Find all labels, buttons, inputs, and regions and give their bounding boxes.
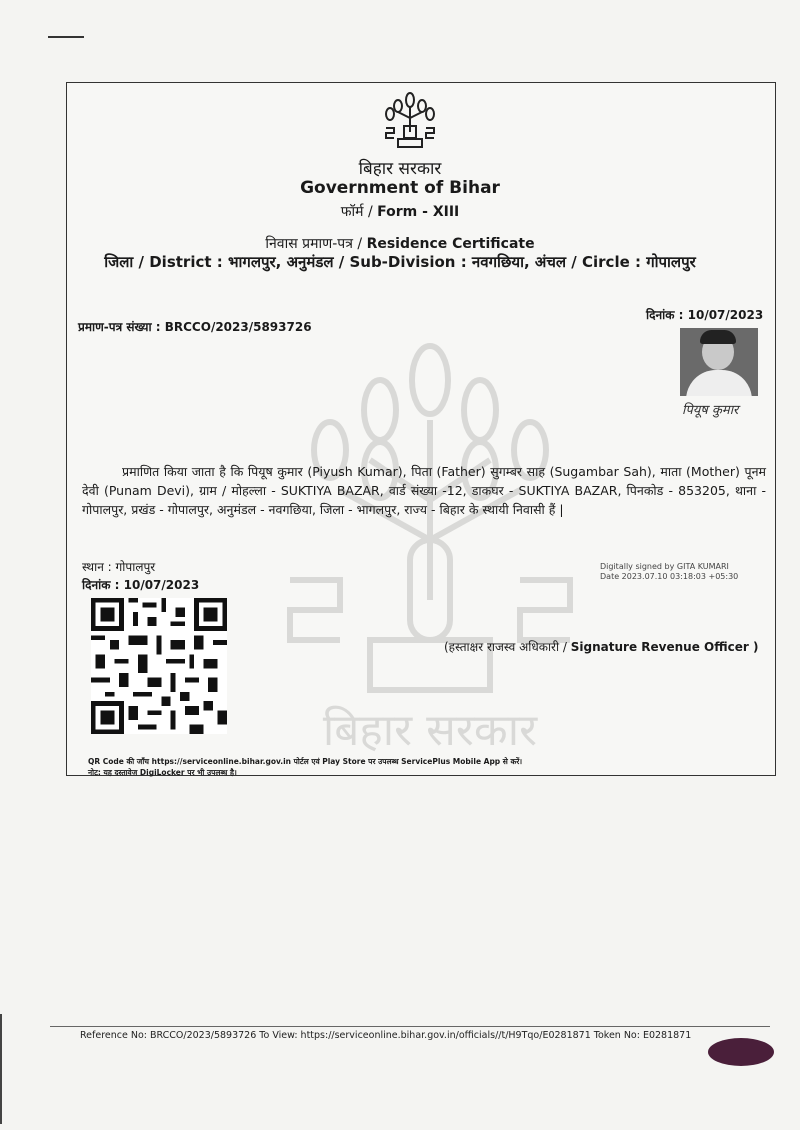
certificate-number: प्रमाण-पत्र संख्या : BRCCO/2023/5893726 bbox=[78, 320, 312, 334]
qr-note-line1: QR Code की जाँच https://serviceonline.bihar.gov.in पोर्टल एवं Play Store पर उपलब्ध ServicePlus Mobile App से करें। bbox=[88, 757, 523, 766]
photo-body bbox=[686, 370, 752, 396]
qr-code-icon[interactable] bbox=[88, 598, 230, 734]
form-label bbox=[0, 202, 800, 221]
qr-verification-note bbox=[88, 756, 522, 778]
certificate-title-hindi: निवास प्रमाण-पत्र / bbox=[265, 236, 363, 252]
qr-note-line2: नोट: यह दस्तावेज DigiLocker पर भी उपलब्ध है। bbox=[88, 768, 237, 777]
revenue-officer-english: Signature Revenue Officer ) bbox=[570, 640, 759, 654]
revenue-officer-signature-label bbox=[444, 638, 758, 655]
certificate-title bbox=[0, 234, 800, 253]
digital-signature-line1: Digitally signed by GITA KUMARI bbox=[600, 562, 729, 571]
issue-date-bottom: दिनांक : 10/07/2023 bbox=[82, 578, 200, 592]
form-label-hindi: फॉर्म / bbox=[340, 204, 373, 220]
reference-line: Reference No: BRCCO/2023/5893726 To View: https://serviceonline.bihar.gov.in/officials//t/H9Tqo/E0281871 Token No: E0281871 bbox=[80, 1030, 692, 1041]
certificate-body bbox=[82, 462, 766, 519]
district-line: जिला / District : भागलपुर, अनुमंडल / Sub-Division : नवगछिया, अंचल / Circle : गोपालपुर bbox=[104, 253, 696, 271]
certificate-body-text: प्रमाणित किया जाता है कि पियूष कुमार (Piyush Kumar), पिता (Father) सुगम्बर साह (Sugambar Sah), माता (Mother) पूनम देवी (Punam Devi), ग्राम / मोहल्ला - SUKTIYA BAZAR, वार्ड संख्या -12, डाकघर - SUKTIYA BAZAR, पिनकोड - 853205, थाना - गोपालपुर, प्रखंड - गोपालपुर, अनुमंडल - नवगछिया, जिला - भागलपुर, राज्य - बिहार के स्थायी निवासी हैं | bbox=[82, 464, 766, 517]
place-label: स्थान : गोपालपुर bbox=[82, 560, 156, 574]
footer-divider bbox=[50, 1026, 770, 1027]
certificate-title-english: Residence Certificate bbox=[366, 236, 535, 252]
applicant-signature: पियूष कुमार bbox=[682, 403, 739, 418]
watermark-text: बिहार सरकार bbox=[322, 705, 538, 756]
photo-hair bbox=[700, 330, 736, 344]
applicant-photo bbox=[680, 328, 758, 396]
revenue-officer-hindi: (हस्ताक्षर राजस्व अधिकारी / bbox=[444, 640, 567, 654]
bihar-emblem-icon bbox=[380, 92, 440, 150]
scan-edge bbox=[0, 1014, 2, 1124]
ink-stamp bbox=[708, 1038, 774, 1066]
scan-mark bbox=[48, 36, 84, 38]
issue-date-top: दिनांक : 10/07/2023 bbox=[646, 308, 764, 322]
digital-signature-info bbox=[600, 562, 738, 582]
watermark-emblem-icon bbox=[270, 340, 590, 760]
digital-signature-line2: Date 2023.07.10 03:18:03 +05:30 bbox=[600, 572, 739, 581]
header-title-hindi: बिहार सरकार bbox=[358, 159, 442, 179]
header-title-english: Government of Bihar bbox=[300, 178, 500, 198]
form-label-english: Form - XIII bbox=[377, 204, 460, 220]
